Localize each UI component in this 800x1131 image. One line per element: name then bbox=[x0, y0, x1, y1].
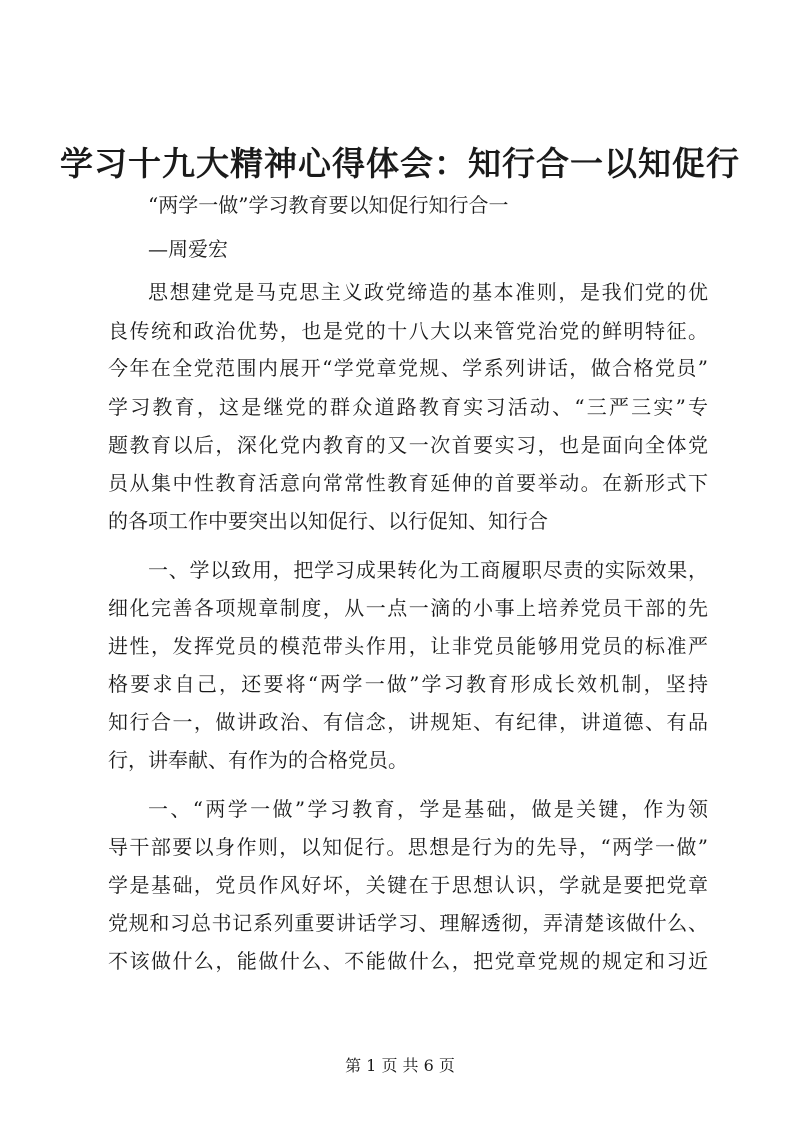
body-line: 良传统和政治优势，也是党的十八大以来管党治党的鲜明特征。 bbox=[108, 319, 708, 343]
body-line: 知行合一，做讲政治、有信念，讲规矩、有纪律，讲道德、有品 bbox=[108, 710, 708, 734]
body-line: 一、学以致用，把学习成果转化为工商履职尽责的实际效果， bbox=[148, 558, 708, 582]
body-line: 党规和习总书记系列重要讲话学习、理解透彻，弄清楚该做什么、 bbox=[108, 911, 708, 935]
body-line: 格要求自己，还要将“两学一做”学习教育形成长效机制，坚持 bbox=[108, 672, 708, 696]
body-line: 思想建党是马克思主义政党缔造的基本准则，是我们党的优 bbox=[148, 280, 708, 304]
page-number: 第 1 页 共 6 页 bbox=[345, 1056, 455, 1075]
body-line: 学习教育，这是继党的群众道路教育实习活动、“三严三实”专 bbox=[108, 395, 708, 419]
body-line: 学是基础，党员作风好坏，关键在于思想认识，学就是要把党章 bbox=[108, 873, 708, 897]
subtitle: “两学一做”学习教育要以知促行知行合一 bbox=[148, 193, 509, 217]
body-line: 行，讲奉献、有作为的合格党员。 bbox=[108, 748, 408, 772]
body-line: 员从集中性教育活意向常常性教育延伸的首要举动。在新形式下 bbox=[108, 471, 708, 495]
body-line: 今年在全党范围内展开“学党章党规、学系列讲话，做合格党员” bbox=[108, 356, 708, 380]
body-line: 的各项工作中要突出以知促行、以行促知、知行合 bbox=[108, 509, 548, 533]
body-line: 细化完善各项规章制度，从一点一滴的小事上培养党员干部的先 bbox=[108, 596, 708, 620]
body-line: 一、“两学一做”学习教育，学是基础，做是关键，作为领 bbox=[148, 797, 708, 821]
document-title: 学习十九大精神心得体会：知行合一以知促行 bbox=[60, 144, 740, 183]
body-line: 题教育以后，深化党内教育的又一次首要实习，也是面向全体党 bbox=[108, 433, 708, 457]
body-line: 不该做什么，能做什么、不能做什么，把党章党规的规定和习近 bbox=[108, 949, 708, 973]
author: —周爱宏 bbox=[148, 237, 228, 261]
body-line: 导干部要以身作则，以知促行。思想是行为的先导，“两学一做” bbox=[108, 835, 708, 859]
body-line: 进性，发挥党员的模范带头作用，让非党员能够用党员的标准严 bbox=[108, 634, 708, 658]
